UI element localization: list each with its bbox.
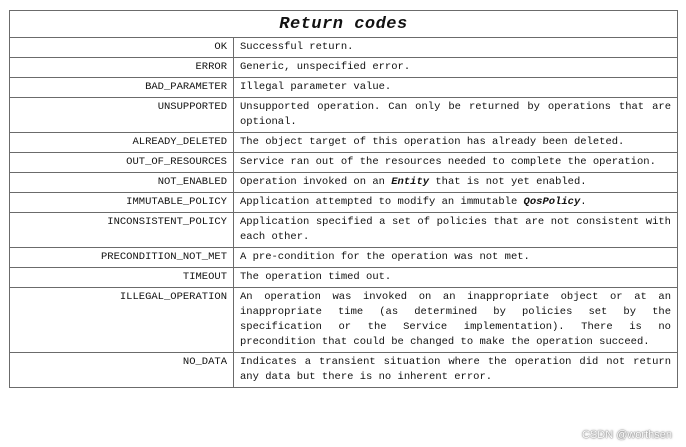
return-code-cell: ALREADY_DELETED	[10, 133, 234, 153]
table-row	[10, 153, 678, 173]
table-row	[10, 248, 678, 268]
description-cell	[234, 193, 678, 213]
table-body	[10, 38, 678, 388]
return-code-cell: ILLEGAL_OPERATION	[10, 288, 234, 353]
return-code-cell: OK	[10, 38, 234, 58]
return-codes-table	[9, 10, 678, 388]
description-cell	[234, 98, 678, 133]
table-row	[10, 98, 678, 133]
table-row	[10, 78, 678, 98]
description-text: .	[580, 196, 587, 208]
table-row	[10, 173, 678, 193]
return-code-cell: UNSUPPORTED	[10, 98, 234, 133]
description-text: Service ran out of the resources needed to complete the operation.	[240, 156, 656, 168]
return-code-cell: PRECONDITION_NOT_MET	[10, 248, 234, 268]
description-text: Generic, unspecified error.	[240, 61, 411, 73]
description-text: Successful return.	[240, 41, 354, 53]
return-code-cell: ERROR	[10, 58, 234, 78]
description-text: Unsupported operation. Can only be returned by operations that are optional.	[240, 101, 671, 128]
description-cell	[234, 173, 678, 193]
table-row	[10, 288, 678, 353]
table-row	[10, 268, 678, 288]
table-title: Return codes	[10, 11, 678, 38]
description-cell	[234, 153, 678, 173]
description-text: The object target of this operation has already been deleted.	[240, 136, 625, 148]
table-row	[10, 353, 678, 388]
return-code-cell: OUT_OF_RESOURCES	[10, 153, 234, 173]
description-text: Application attempted to modify an immutable	[240, 196, 524, 208]
description-cell	[234, 58, 678, 78]
emphasized-term: Entity	[391, 176, 430, 188]
description-text: An operation was invoked on an inappropriate object or at an inappropriate time (as determined by policies set by the specification or the Service implementation). There is no precondition that could be changed to make the operation succeed.	[240, 291, 671, 348]
description-text: A pre-condition for the operation was not met.	[240, 251, 530, 263]
return-code-cell: TIMEOUT	[10, 268, 234, 288]
return-code-cell: BAD_PARAMETER	[10, 78, 234, 98]
description-cell	[234, 353, 678, 388]
return-code-cell: NOT_ENABLED	[10, 173, 234, 193]
description-cell	[234, 288, 678, 353]
description-text: The operation timed out.	[240, 271, 392, 283]
description-text: Operation invoked on an	[240, 176, 392, 188]
description-text: Indicates a transient situation where the operation did not return any data but there is no inherent error.	[240, 356, 671, 383]
description-text: Illegal parameter value.	[240, 81, 392, 93]
table-header-row	[10, 11, 678, 38]
table-row	[10, 38, 678, 58]
description-cell	[234, 268, 678, 288]
description-cell	[234, 213, 678, 248]
description-cell	[234, 78, 678, 98]
description-cell	[234, 38, 678, 58]
return-code-cell: NO_DATA	[10, 353, 234, 388]
table-row	[10, 213, 678, 248]
description-text: that is not yet enabled.	[429, 176, 587, 188]
table-row	[10, 133, 678, 153]
return-code-cell: INCONSISTENT_POLICY	[10, 213, 234, 248]
return-code-cell: IMMUTABLE_POLICY	[10, 193, 234, 213]
description-cell	[234, 133, 678, 153]
watermark: CSDN @worthsen	[581, 429, 672, 441]
description-text: Application specified a set of policies that are not consistent with each other.	[240, 216, 671, 243]
description-cell	[234, 248, 678, 268]
emphasized-term: QosPolicy	[523, 196, 581, 208]
table-row	[10, 193, 678, 213]
table-row	[10, 58, 678, 78]
